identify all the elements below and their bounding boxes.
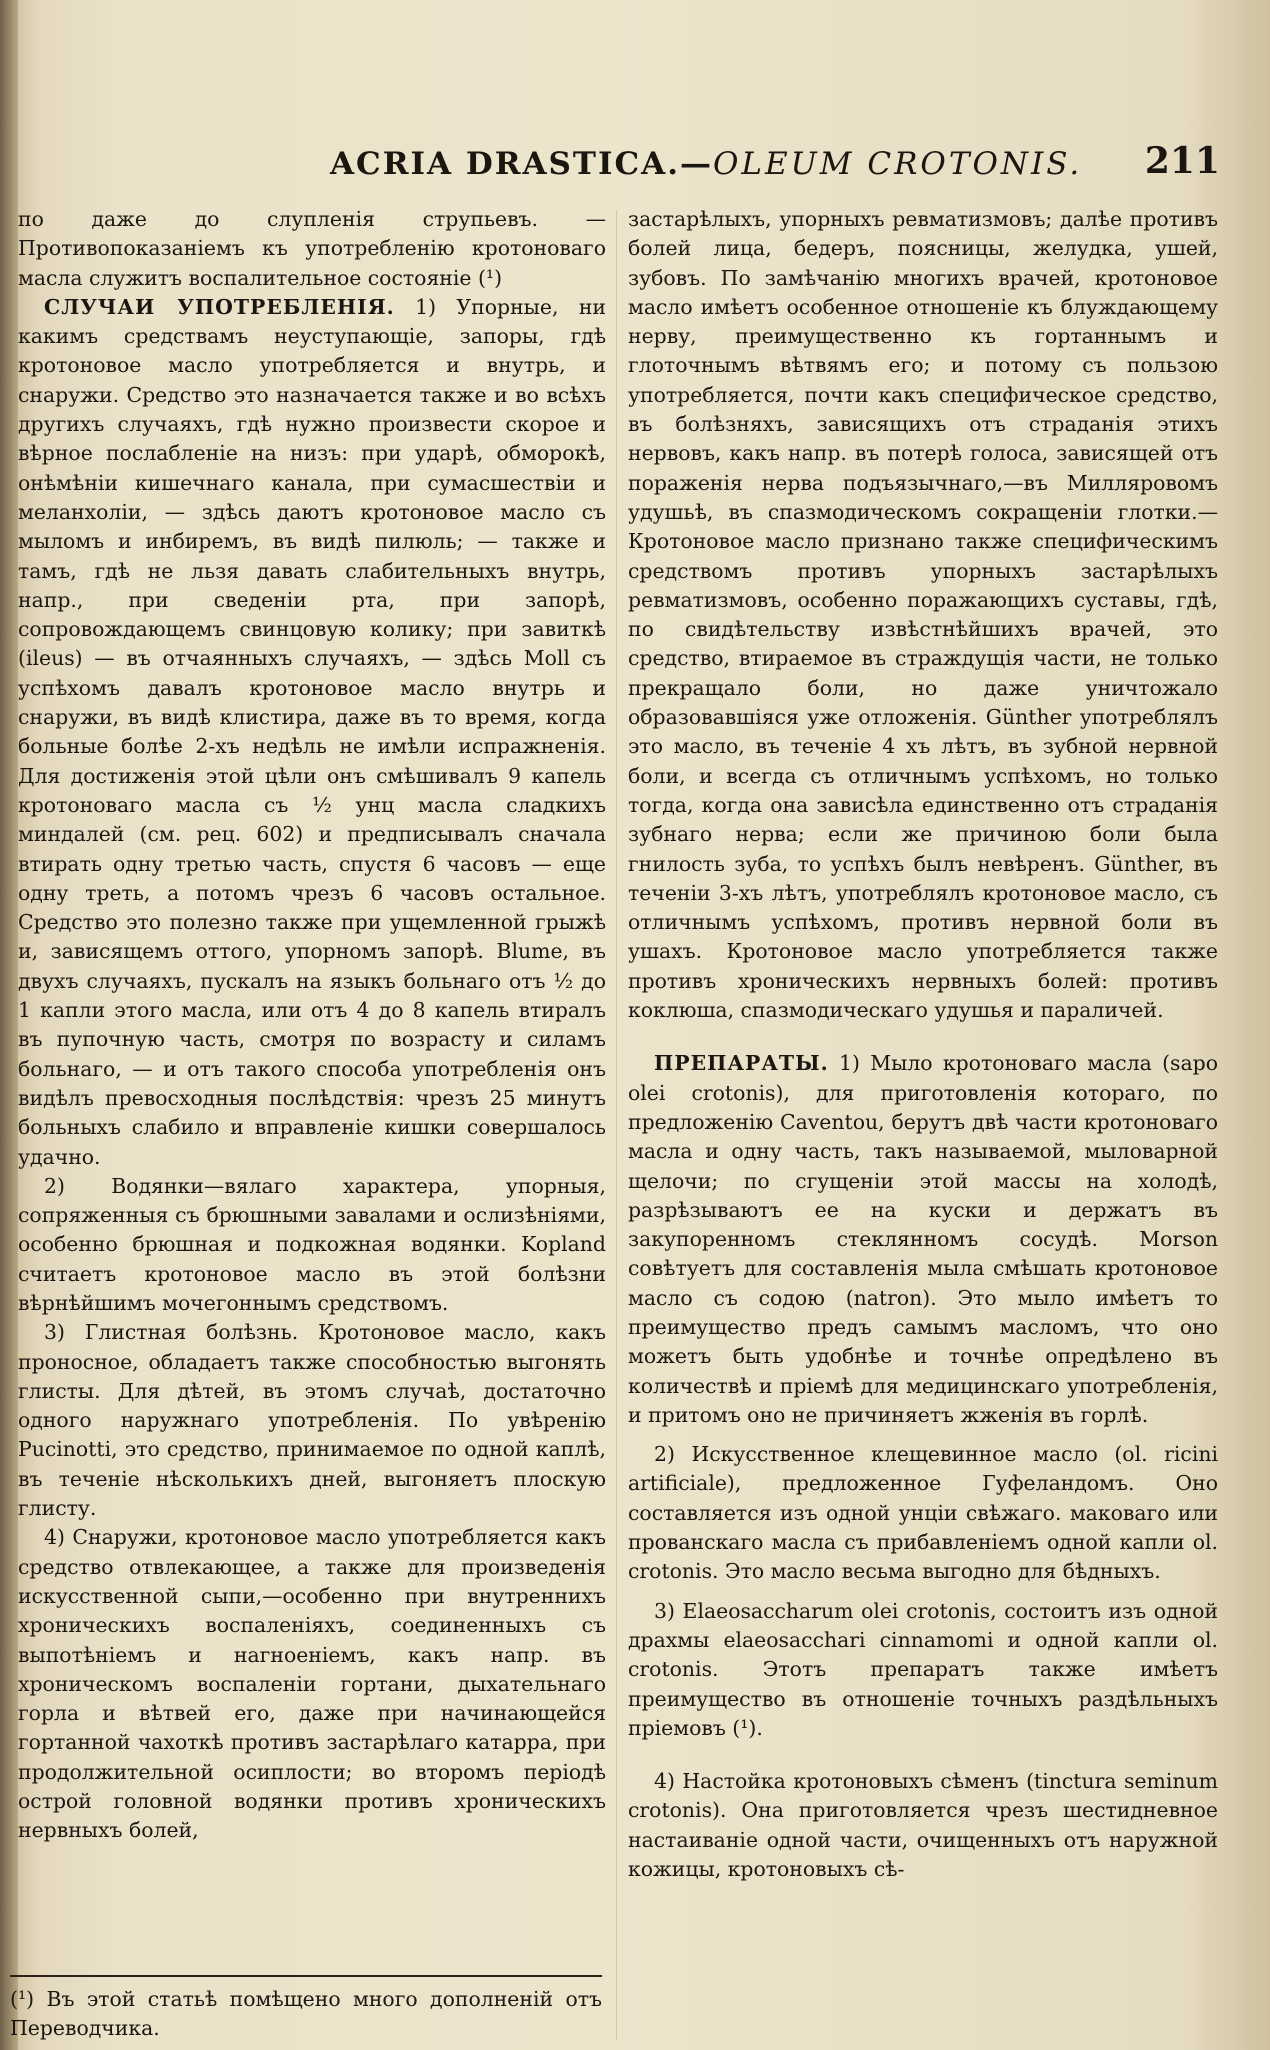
paragraph-tincture: 4) Настойка кротоновыхъ сѣменъ (tinctura seminum crotonis). Она приготовляется чрезъ шестидневное настаиваніе одной части, очищенныхъ отъ наружной кожицы, кротоновыхъ сѣ- bbox=[628, 1769, 1218, 1882]
running-title-main: ACRIA DRASTICA.— bbox=[330, 146, 714, 182]
section-heading-preparations: ПРЕПАРАТЫ. bbox=[654, 1051, 829, 1076]
paragraph-cases-body: 1) Упорные, ни какимъ средствамъ неуступающіе, запоры, гдѣ кротоновое масло употребляется и внутрь, и снаружи. Средство это назначается также и во всѣхъ другихъ случаяхъ, гдѣ нужно произвести скорое и вѣрное послабленіе на низъ: при ударѣ, обморокѣ, онѣмѣніи кишечнаго канала, при сумасшествіи и меланхоліи, — здѣсь даютъ кротоновое масло съ мыломъ и инбиремъ, въ видѣ пилюль; — также и тамъ, гдѣ не льзя давать слабительныхъ внутрь, напр., при сведеніи рта, при запорѣ, сопровождающемъ свинцовую колику; при завиткѣ (ileus) — въ отчаянныхъ случаяхъ, — здѣсь Moll съ успѣхомъ давалъ кротоновое масло внутрь и снаружи, въ видѣ клистира, даже въ то время, когда больные болѣе 2-хъ недѣль не имѣли испражненія. Для достиженія этой цѣли онъ смѣшивалъ 9 капель кротоноваго масла съ ½ унц масла сладкихъ миндалей (см. рец. 602) и предписывалъ сначала втирать одну третью часть, спустя 6 часовъ — еще одну треть, а потомъ чрезъ 6 часовъ остальное. Средство это полезно также при ущемленной грыжѣ и, зависящемъ оттого, упорномъ запорѣ. Blume, въ двухъ случаяхъ, пускалъ на языкъ больнаго отъ ½ до 1 капли этого масла, или отъ 4 до 8 капель втиралъ въ пупочную часть, смотря по возрасту и силамъ больнаго, — и отъ такого способа употребленія онъ видѣлъ превосходныя послѣдствія: чрезъ 25 минутъ больныхъ слабило и вправленіе кишки совершалось удачно. bbox=[18, 294, 606, 1169]
paragraph-contraindication: по даже до слупленія струпьевъ. — Противопоказаніемъ къ употребленію кротоноваго масла служитъ воспалительное состояніе (¹) bbox=[18, 207, 606, 290]
running-header bbox=[330, 140, 1230, 190]
page-edge-shadow bbox=[0, 0, 18, 2050]
paragraph-preparations bbox=[628, 1049, 1218, 1430]
paragraph-artificial-castor-oil: 2) Искусственное клещевинное масло (ol. ricini artificiale), предложенное Гуфеландомъ. Оно составляется изъ одной унціи свѣжаго. маковаго или прованскаго масла съ прибавленіемъ одной капли ol. crotonis. Это масло весьма выгодно для бѣдныхъ. bbox=[628, 1442, 1218, 1584]
paragraph-elaeosaccharum: 3) Elaeosaccharum olei crotonis, состоитъ изъ одной драхмы elaeosacchari cinnamomi и одной капли ol. crotonis. Этотъ препаратъ также имѣетъ преимущество въ отношеніе точныхъ раздѣльныхъ пріемовъ (¹). bbox=[628, 1598, 1218, 1740]
section-heading-cases: СЛУЧАИ УПОТРЕБЛЕНІЯ. bbox=[44, 294, 395, 319]
left-column bbox=[18, 205, 606, 1855]
right-column bbox=[628, 205, 1218, 2045]
paragraph-preparations-body: 1) Мыло кротоноваго масла (sapo olei crotonis), для приготовленія котораго, по предложенію Caventou, берутъ двѣ части кротоноваго масла и одну часть, такъ называемой, мыловарной щелочи; по сгущеніи этой массы на холодѣ, разрѣзываютъ ее на куски и держатъ въ закупоренномъ стеклянномъ сосудѣ. Morson совѣтуетъ для составленія мыла смѣшать кротоновое масло съ содою (natron). Это мыло имѣетъ то преимущество предъ самымъ масломъ, что оно можетъ быть удобнѣе и точнѣе опредѣлено въ количествѣ и пріемѣ для медицинскаго употребленія, и притомъ оно не причиняетъ жженія въ горлѣ. bbox=[628, 1051, 1218, 1427]
paragraph-external-use: 4) Снаружи, кротоновое масло употребляется какъ средство отвлекающее, а также для произведенія искусственной сыпи,—особенно при внутреннихъ хроническихъ воспаленіяхъ, соединенныхъ съ выпотѣніемъ и нагноеніемъ, какъ напр. въ хроническомъ воспаленіи гортани, дыхательнаго горла и вѣтвей его, даже при начинающейся гортанной чахоткѣ противъ застарѣлаго катарра, при продолжительной осиплости; во второмъ періодѣ острой головной водянки противъ хроническихъ нервныхъ болей, bbox=[18, 1525, 606, 1843]
column-gutter bbox=[616, 210, 617, 2040]
footnote-rule bbox=[10, 1975, 602, 1977]
paragraph-worms: 3) Глистная болѣзнь. Кротоновое масло, какъ проносное, обладаетъ также способностью выгонять глисты. Для дѣтей, въ этомъ случаѣ, достаточно одного наружнаго употребленія. По увѣренію Pucinotti, это средство, принимаемое по одной каплѣ, въ теченіе нѣсколькихъ дней, выгоняетъ плоскую глисту. bbox=[18, 1320, 606, 1521]
running-title-drug: OLEUM CROTONIS. bbox=[713, 146, 1083, 182]
paragraph-dropsy: 2) Водянки—вялаго характера, упорныя, сопряженныя съ брюшными завалами и ослизѣніями, особенно брюшная и подкожная водянки. Kopland считаетъ кротоновое масло въ этой болѣзни вѣрнѣйшимъ мочегоннымъ средствомъ. bbox=[18, 1173, 606, 1315]
running-title bbox=[330, 146, 1082, 182]
paragraph-rheumatism-nerves: застарѣлыхъ, упорныхъ ревматизмовъ; далѣе противъ болей лица, бедеръ, поясницы, желудка, ушей, зубовъ. По замѣчанію многихъ врачей, кротоновое масло имѣетъ особенное отношеніе къ блуждающему нерву, преимущественно къ гортаннымъ и глоточнымъ вѣтвямъ его; и потому съ пользою употребляется, почти какъ специфическое средство, въ болѣзняхъ, зависящихъ отъ страданія этихъ нервовъ, какъ напр. въ потерѣ голоса, зависящей отъ пораженія нерва подъязычнаго,—въ Милляровомъ удушьѣ, въ спазмодическомъ сокращеніи глотки.—Кротоновое масло признано также специфическимъ средствомъ противъ упорныхъ застарѣлыхъ ревматизмовъ, особенно поражающихъ суставы, гдѣ, по свидѣтельству извѣстнѣйшихъ врачей, это средство, втираемое въ страждущія части, не только прекращало боли, но даже уничтожало образовавшіяся уже отложенія. Günther употреблялъ это масло, въ теченіе 4 хъ лѣтъ, въ зубной нервной боли, и всегда съ отличнымъ успѣхомъ, но только тогда, когда она зависѣла единственно отъ страданія зубнаго нерва; если же причиною боли была гнилость зуба, то успѣхъ былъ невѣренъ. Günther, въ теченіи 3-хъ лѣтъ, употреблялъ кротоновое масло, съ отличнымъ успѣхомъ, противъ нервной боли въ ушахъ. Кротоновое масло употребляется также противъ хроническихъ нервныхъ болей: противъ коклюша, спазмодическаго удушья и параличей. bbox=[628, 207, 1218, 1023]
paragraph-cases-of-use bbox=[18, 293, 606, 1172]
footnote: (¹) Въ этой статьѣ помѣщено много дополненій отъ Переводчика. bbox=[10, 1987, 602, 2040]
page-number: 211 bbox=[1144, 140, 1220, 182]
